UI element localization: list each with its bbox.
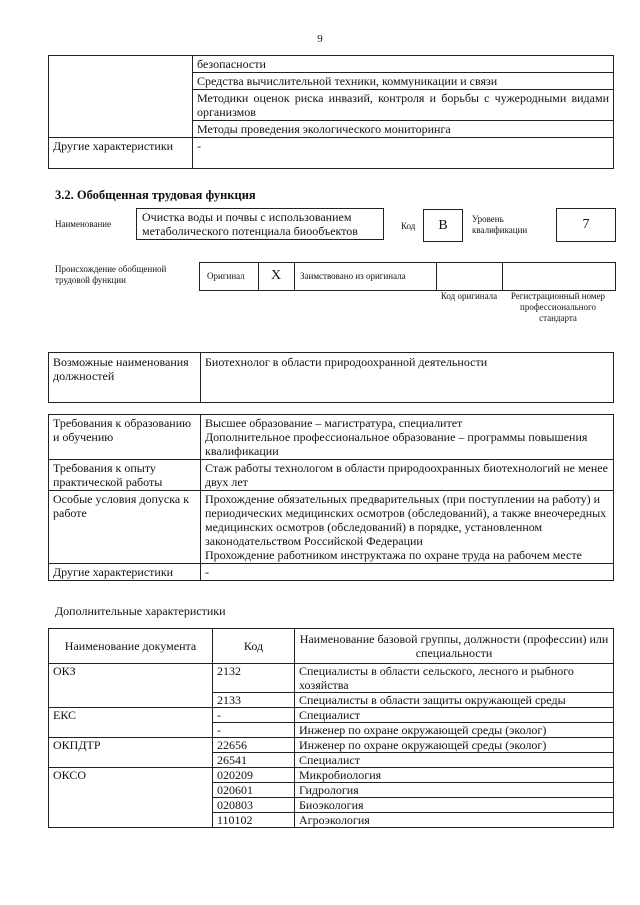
divider bbox=[436, 263, 437, 290]
name-label: Наименование bbox=[55, 219, 112, 229]
table-cell: Стаж работы технологом в области природоохранных биотехнологий не менее двух лет bbox=[201, 460, 614, 491]
table-cell: ЕКС bbox=[49, 708, 213, 723]
table-row bbox=[49, 121, 614, 138]
table-cell: 020209 bbox=[213, 768, 295, 783]
table-row bbox=[49, 491, 614, 564]
level-label: Уровень квалификации bbox=[472, 214, 528, 235]
section-title: 3.2. Обобщенная трудовая функция bbox=[55, 188, 256, 202]
table-cell: Специалисты в области сельского, лесного и рыбного хозяйства bbox=[295, 664, 614, 693]
table-cell: Гидрология bbox=[295, 783, 614, 798]
page-number: 9 bbox=[317, 33, 323, 45]
table-row bbox=[49, 353, 614, 403]
function-code: B bbox=[423, 209, 463, 242]
table-cell bbox=[49, 90, 193, 121]
table-row bbox=[49, 73, 614, 90]
table-cell: Инженер по охране окружающей среды (эколог) bbox=[295, 723, 614, 738]
original-label: Оригинал bbox=[207, 271, 245, 281]
table-row bbox=[49, 693, 614, 708]
table-row bbox=[49, 798, 614, 813]
table-cell bbox=[49, 798, 213, 813]
table-cell: 2132 bbox=[213, 664, 295, 693]
table-cell: - bbox=[193, 138, 614, 169]
function-name: Очистка воды и почвы с использованием метаболического потенциала биообъектов bbox=[136, 208, 384, 240]
table-row bbox=[49, 564, 614, 581]
table-cell: Методики оценок риска инвазий, контроля и борьбы с чужеродными видами организмов bbox=[193, 90, 614, 121]
table-row bbox=[49, 783, 614, 798]
column-header: Наименование базовой группы, должности (профессии) или специальности bbox=[295, 629, 614, 664]
table-cell: - bbox=[213, 723, 295, 738]
positions-table bbox=[48, 352, 614, 403]
table-cell: Агроэкология bbox=[295, 813, 614, 828]
table-cell: безопасности bbox=[193, 56, 614, 73]
table-cell: - bbox=[201, 564, 614, 581]
table-cell bbox=[201, 415, 614, 460]
top-table bbox=[48, 55, 614, 169]
table-cell: Биотехнолог в области природоохранной деятельности bbox=[201, 353, 614, 403]
table-cell: Специалисты в области защиты окружающей среды bbox=[295, 693, 614, 708]
table-cell: Средства вычислительной техники, коммуникации и связи bbox=[193, 73, 614, 90]
table-cell bbox=[49, 73, 193, 90]
table-cell bbox=[49, 723, 213, 738]
table-cell: ОКЗ bbox=[49, 664, 213, 693]
origin-box bbox=[199, 262, 616, 291]
requirement-text: Прохождение обязательных предварительных (при поступлении на работу) и периодических медицинских осмотров (обследований), а также внеочередных медицинских осмотров (обследований) в порядке, установленном законодательством Российской Федерации bbox=[205, 492, 607, 548]
table-cell: Методы проведения экологического мониторинга bbox=[193, 121, 614, 138]
table-cell: Другие характеристики bbox=[49, 564, 201, 581]
table-cell: 020601 bbox=[213, 783, 295, 798]
divider bbox=[294, 263, 295, 290]
original-mark: X bbox=[270, 268, 282, 283]
table-cell: 110102 bbox=[213, 813, 295, 828]
table-cell bbox=[49, 753, 213, 768]
requirements-table bbox=[48, 414, 614, 581]
table-cell: Возможные наименования должностей bbox=[49, 353, 201, 403]
column-header: Наименование документа bbox=[49, 629, 213, 664]
borrowed-label: Заимствовано из оригинала bbox=[300, 271, 406, 281]
table-cell: Другие характеристики bbox=[49, 138, 193, 169]
table-row bbox=[49, 813, 614, 828]
table-cell: 26541 bbox=[213, 753, 295, 768]
additional-table bbox=[48, 628, 614, 828]
table-cell: Биоэкология bbox=[295, 798, 614, 813]
table-cell: Требования к образованию и обучению bbox=[49, 415, 201, 460]
table-row bbox=[49, 90, 614, 121]
table-cell: 2133 bbox=[213, 693, 295, 708]
column-header: Код bbox=[213, 629, 295, 664]
table-row bbox=[49, 753, 614, 768]
divider bbox=[502, 263, 503, 290]
table-cell bbox=[201, 491, 614, 564]
table-cell: Требования к опыту практической работы bbox=[49, 460, 201, 491]
reg-number-caption: Регистрационный номер профессионального стандарта bbox=[510, 291, 606, 323]
table-header-row bbox=[49, 629, 614, 664]
table-row bbox=[49, 664, 614, 693]
table-row bbox=[49, 738, 614, 753]
code-caption: Код оригинала bbox=[440, 291, 498, 301]
table-cell: - bbox=[213, 708, 295, 723]
table-row bbox=[49, 768, 614, 783]
qualification-level: 7 bbox=[556, 208, 616, 242]
table-cell bbox=[49, 783, 213, 798]
code-label: Код bbox=[401, 221, 416, 231]
requirement-text: Высшее образование – магистратура, специалитет bbox=[205, 416, 463, 430]
table-cell: 020803 bbox=[213, 798, 295, 813]
origin-label: Происхождение обобщенной трудовой функции bbox=[55, 264, 167, 285]
additional-title: Дополнительные характеристики bbox=[55, 604, 226, 618]
table-cell bbox=[49, 693, 213, 708]
table-row bbox=[49, 56, 614, 73]
table-row bbox=[49, 460, 614, 491]
table-cell bbox=[49, 813, 213, 828]
table-row bbox=[49, 723, 614, 738]
table-cell: Специалист bbox=[295, 708, 614, 723]
table-cell: 22656 bbox=[213, 738, 295, 753]
table-cell: ОКСО bbox=[49, 768, 213, 783]
table-cell: Специалист bbox=[295, 753, 614, 768]
table-cell bbox=[49, 56, 193, 73]
table-cell: Особые условия допуска к работе bbox=[49, 491, 201, 564]
table-cell: Микробиология bbox=[295, 768, 614, 783]
table-row bbox=[49, 138, 614, 169]
requirement-text: Дополнительное профессиональное образование – программы повышения квалификации bbox=[205, 430, 588, 458]
table-cell: ОКПДТР bbox=[49, 738, 213, 753]
table-row bbox=[49, 415, 614, 460]
requirement-text: Прохождение работником инструктажа по охране труда на рабочем месте bbox=[205, 548, 582, 562]
table-cell bbox=[49, 121, 193, 138]
table-cell: Инженер по охране окружающей среды (эколог) bbox=[295, 738, 614, 753]
table-row bbox=[49, 708, 614, 723]
